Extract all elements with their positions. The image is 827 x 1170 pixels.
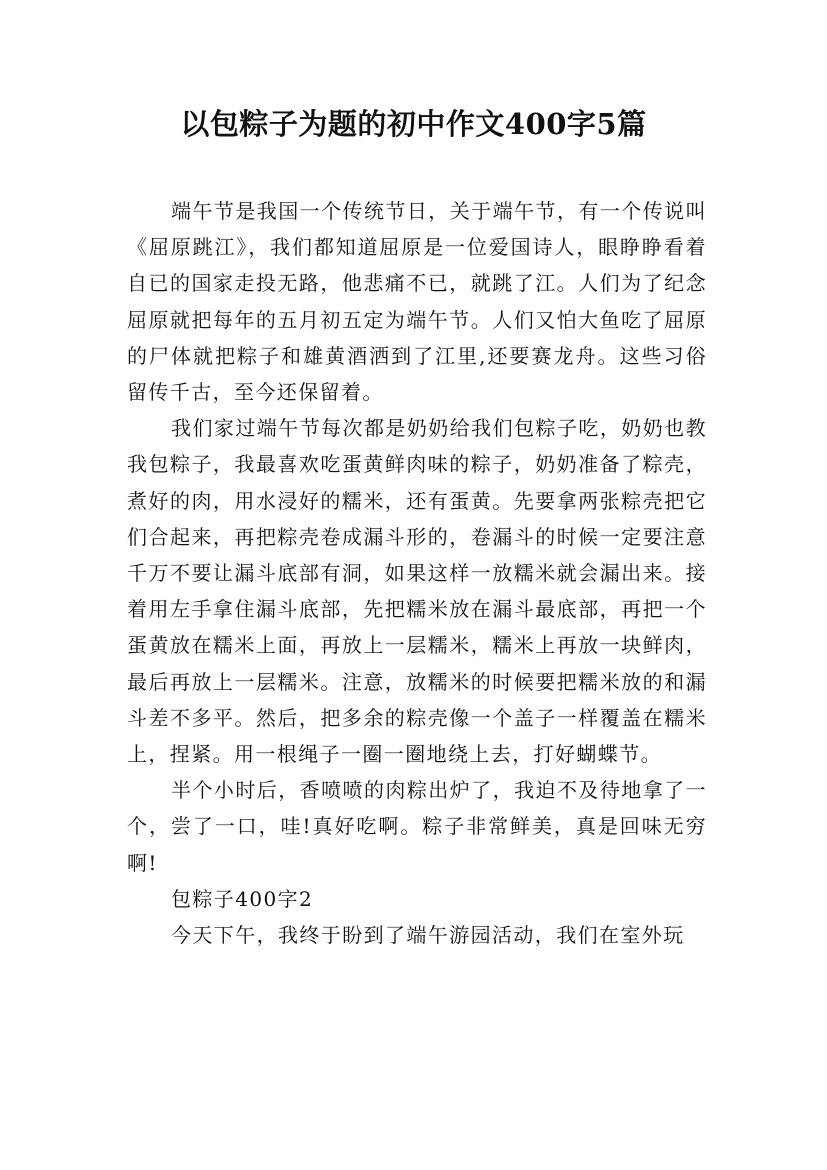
paragraph-4: 今天下午，我终于盼到了端午游园活动，我们在室外玩	[171, 923, 685, 948]
document-body	[127, 193, 707, 953]
section-subheading: 包粽子400字2	[171, 886, 314, 911]
paragraph-1: 端午节是我国一个传统节日，关于端午节，有一个传说叫《屈原跳江》，我们都知道屈原是一位爱国诗人，眼睁睁看着自已的国家走投无路，他悲痛不已，就跳了江。人们为了纪念屈原就把每年的五月初五定为端午节。人们又怕大鱼吃了屈原的尸体就把粽子和雄黄酒洒到了江里,还要赛龙舟。这些习俗留传千古，至今还保留着。	[127, 199, 707, 405]
paragraph-3: 半个小时后，香喷喷的肉粽出炉了，我迫不及待地拿了一个，尝了一口，哇!真好吃啊。粽子非常鲜美，真是回味无穷啊!	[127, 778, 707, 875]
paragraph-2: 我们家过端午节每次都是奶奶给我们包粽子吃，奶奶也教我包粽子，我最喜欢吃蛋黄鲜肉味的粽子，奶奶准备了粽壳，煮好的肉，用水浸好的糯米，还有蛋黄。先要拿两张粽壳把它们合起来，再把粽壳卷成漏斗形的，卷漏斗的时候一定要注意千万不要让漏斗底部有洞，如果这样一放糯米就会漏出来。接着用左手拿住漏斗底部，先把糯米放在漏斗最底部，再把一个蛋黄放在糯米上面，再放上一层糯米，糯米上再放一块鲜肉，最后再放上一层糯米。注意，放糯米的时候要把糯米放的和漏斗差不多平。然后，把多余的粽壳像一个盖子一样覆盖在糯米上，捏紧。用一根绳子一圈一圈地绕上去，打好蝴蝶节。	[127, 416, 707, 767]
document-title: 以包粽子为题的初中作文400字5篇	[180, 107, 647, 141]
